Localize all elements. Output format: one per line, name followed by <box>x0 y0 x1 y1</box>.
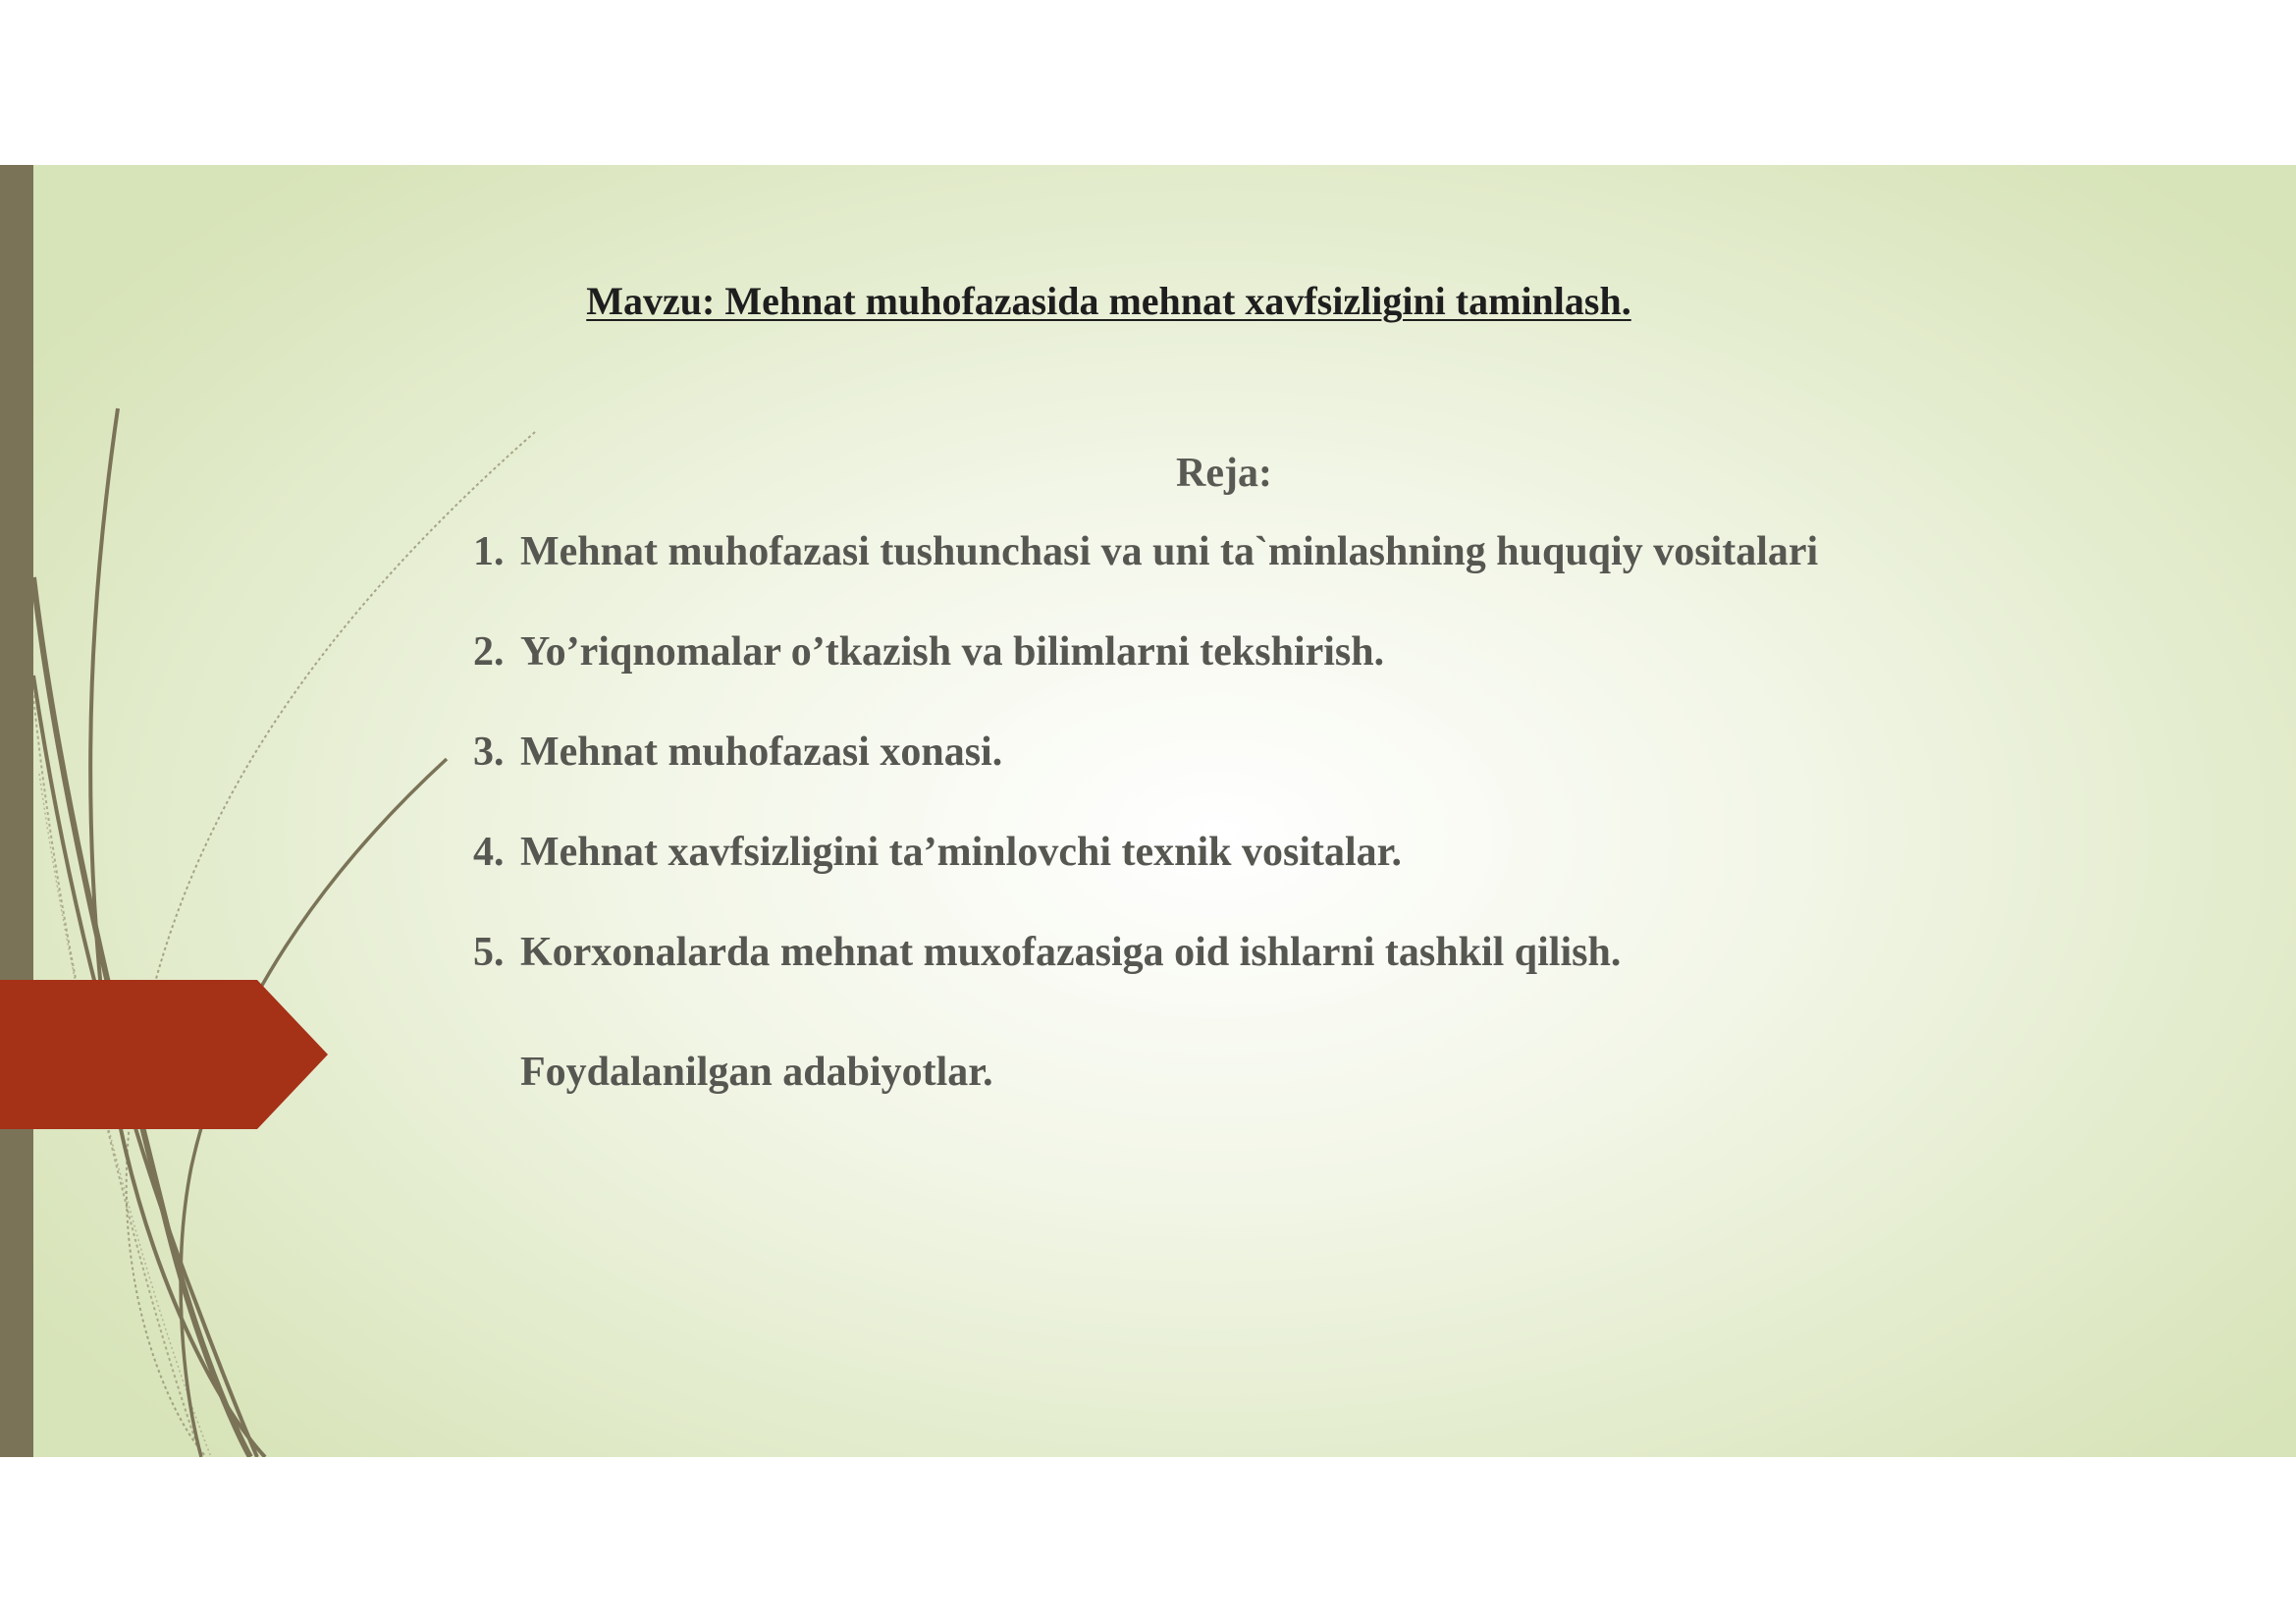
plan-item-number: 4. <box>473 830 505 875</box>
slide-title <box>0 278 2296 324</box>
plan-item-text: Yo’riqnomalar o’tkazish va bilimlarni tekshirish. <box>520 629 1385 675</box>
plan-item-number: 5. <box>473 930 505 975</box>
slide <box>0 165 2296 1457</box>
references-label: Foydalanilgan adabiyotlar. <box>520 1050 993 1095</box>
plan-item <box>473 729 1818 829</box>
plan-item-text: Mehnat muhofazasi tushunchasi va uni ta`minlashning huquqiy vositalari <box>520 529 1819 574</box>
plan-item-text: Mehnat muhofazasi xonasi. <box>520 730 1003 775</box>
plan-item <box>473 628 1818 729</box>
plan-item-text: Korxonalarda mehnat muxofazasiga oid ishlarni tashkil qilish. <box>520 930 1622 975</box>
red-arrow-shape <box>0 980 334 1129</box>
plan-item-number: 2. <box>473 629 505 675</box>
plan-item <box>473 829 1818 929</box>
plan-item-text: Mehnat xavfsizligini ta’minlovchi texnik vositalar. <box>520 830 1402 875</box>
plan-list <box>473 528 1818 1029</box>
plan-item <box>473 929 1818 1029</box>
plan-heading: Reja: <box>1176 451 1272 496</box>
plan-item <box>473 528 1818 628</box>
plan-item-number: 3. <box>473 730 505 775</box>
plan-item-number: 1. <box>473 529 505 574</box>
slide-title-text: Mavzu: Mehnat muhofazasida mehnat xavfsizligini taminlash. <box>586 279 1631 323</box>
